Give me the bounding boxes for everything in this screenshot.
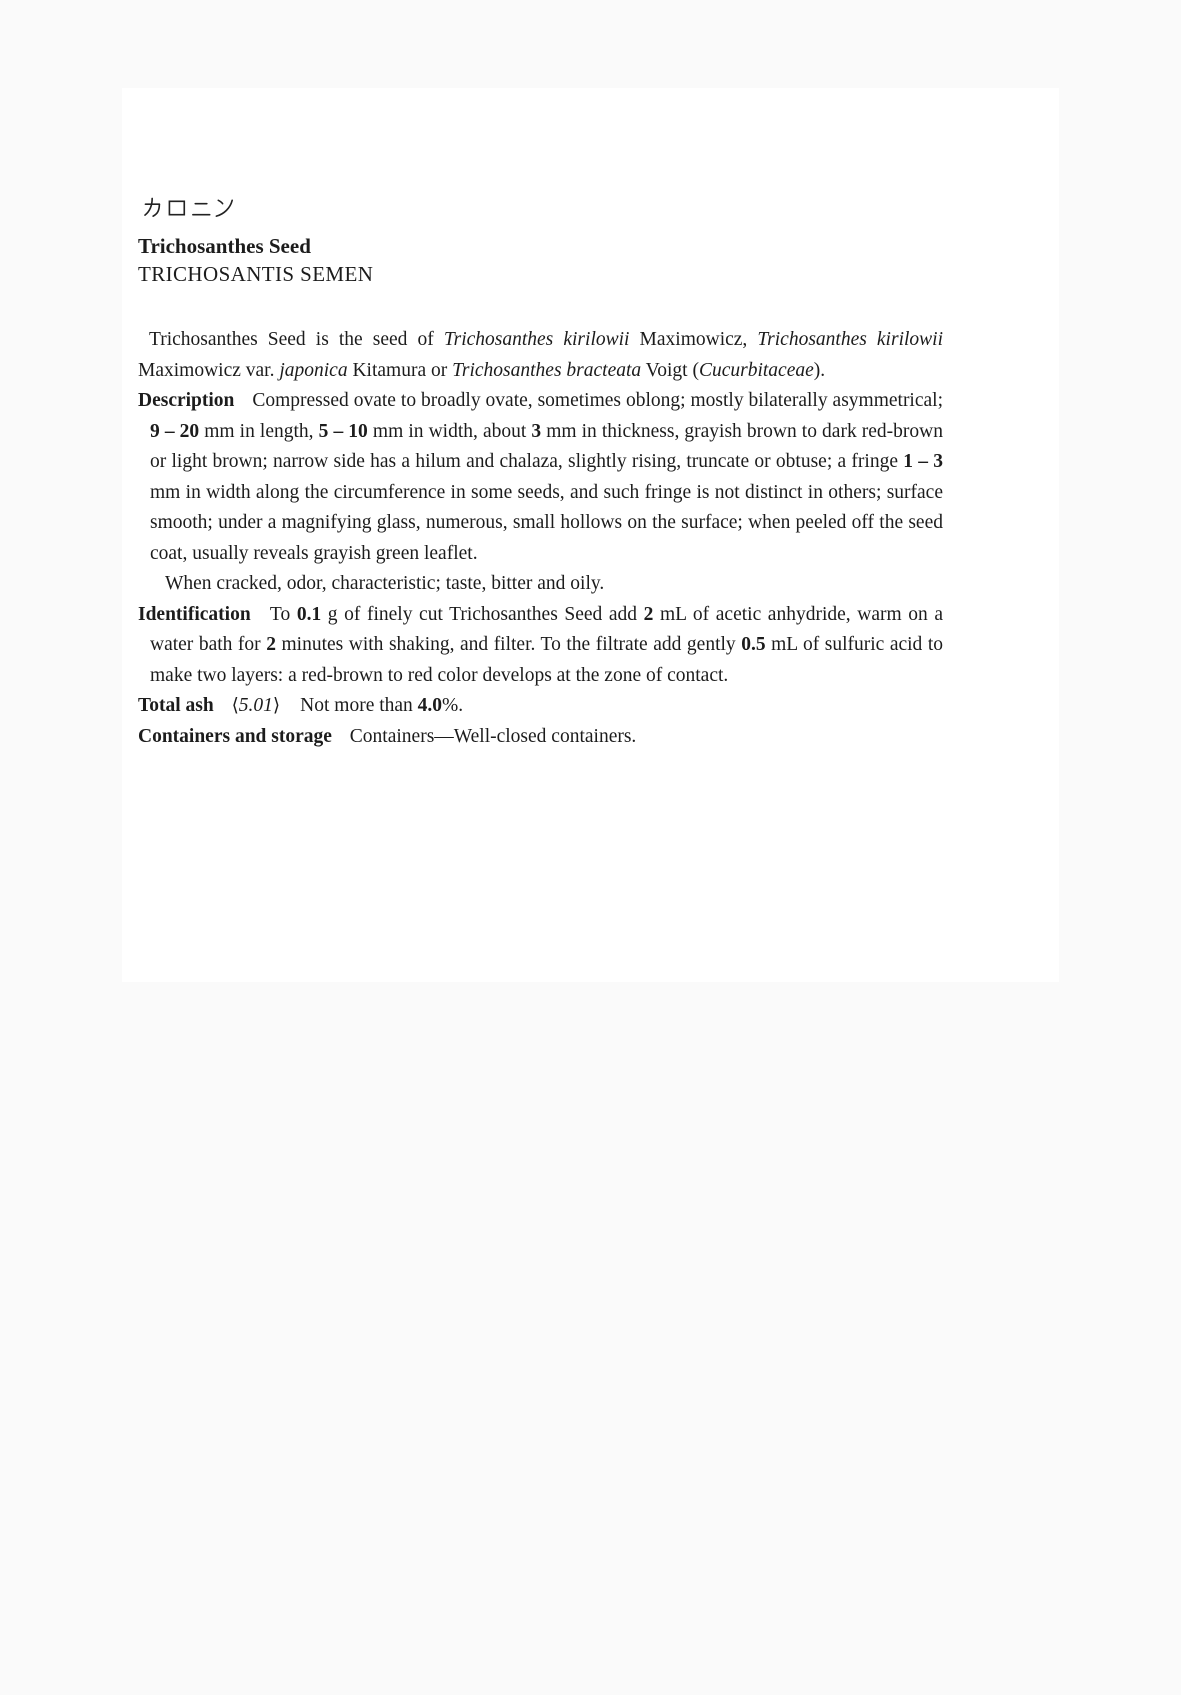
text-run: Trichosanthes kirilowii bbox=[757, 329, 943, 350]
paragraph bbox=[138, 325, 943, 386]
text-run: mm in thickness, grayish brown to dark red-brown or light brown; narrow side has a hilum and chalaza, slightly rising, truncate or obtuse; a fringe bbox=[150, 420, 944, 472]
section-label: Identification bbox=[138, 603, 251, 625]
text-run: Trichosanthes Seed is the seed of bbox=[149, 329, 444, 350]
document-page bbox=[122, 88, 1059, 982]
text-run: Maximowicz var. bbox=[138, 359, 280, 381]
text-run: 5.01 bbox=[238, 695, 273, 716]
document-body bbox=[138, 325, 943, 752]
section-label: Containers and storage bbox=[138, 725, 332, 747]
text-run: 4.0 bbox=[417, 695, 443, 716]
latin-title: TRICHOSANTIS SEMEN bbox=[138, 262, 374, 286]
text-run: Not more than bbox=[300, 695, 418, 716]
text-run: ). bbox=[813, 359, 826, 381]
text-run: Trichosanthes kirilowii bbox=[443, 329, 630, 350]
paragraph bbox=[138, 386, 943, 569]
text-run: mm in width along the circumference in some seeds, and such fringe is not distinct in others; surface smooth; under a magnifying glass, numerous, small hollows on the surface; when peeled off the seed coat, usually reveals grayish green leaflet. bbox=[150, 481, 943, 564]
page-content bbox=[122, 196, 1059, 752]
text-run: japonica bbox=[279, 359, 348, 381]
text-run: To bbox=[269, 603, 297, 625]
text-run: ⟩ bbox=[272, 695, 281, 716]
text-run: 9 – 20 bbox=[150, 420, 200, 442]
text-run: Kitamura or bbox=[347, 359, 453, 381]
text-run: 5 – 10 bbox=[318, 420, 368, 442]
paragraph bbox=[138, 600, 943, 692]
text-run: 0.1 bbox=[296, 603, 322, 625]
section-label: Total ash bbox=[138, 695, 214, 716]
text-run: 2 bbox=[266, 634, 276, 655]
text-run: Cucurbitaceae bbox=[698, 359, 814, 381]
text-run: mL of acetic anhydride, warm on a water bath for bbox=[150, 603, 943, 655]
paragraph bbox=[138, 691, 943, 722]
text-run: ⟨ bbox=[231, 695, 239, 716]
paragraph bbox=[138, 722, 943, 753]
text-run: mm in length, bbox=[199, 420, 319, 442]
text-run: mL of sulfuric acid to make two layers: a red-brown to red color develops at the zone of contact. bbox=[150, 634, 944, 686]
section-label: Description bbox=[138, 390, 235, 411]
text-run: 3 bbox=[531, 420, 542, 442]
text-run: 0.5 bbox=[741, 634, 766, 655]
text-run: 2 bbox=[643, 603, 654, 625]
text-run: mm in width, about bbox=[367, 420, 532, 442]
text-run: Maximowicz, bbox=[629, 329, 758, 350]
text-run: Voigt ( bbox=[641, 359, 699, 381]
text-run: Compressed ovate to broadly ovate, sometimes oblong; mostly bilaterally asymmetrical; bbox=[252, 390, 943, 411]
text-run: minutes with shaking, and filter. To the filtrate add gently bbox=[275, 634, 742, 655]
text-run: %. bbox=[442, 695, 464, 716]
text-run: g of finely cut Trichosanthes Seed add bbox=[321, 603, 644, 625]
kana-title bbox=[138, 196, 943, 220]
text-run: Trichosanthes bracteata bbox=[452, 359, 642, 381]
paragraph bbox=[138, 569, 943, 600]
text-run: Containers—Well-closed containers. bbox=[349, 725, 637, 747]
text-run: 1 – 3 bbox=[903, 451, 943, 472]
kana-title-glyphs bbox=[138, 196, 243, 219]
text-run: When cracked, odor, characteristic; taste, bitter and oily. bbox=[165, 573, 605, 594]
english-title: Trichosanthes Seed bbox=[138, 234, 311, 258]
